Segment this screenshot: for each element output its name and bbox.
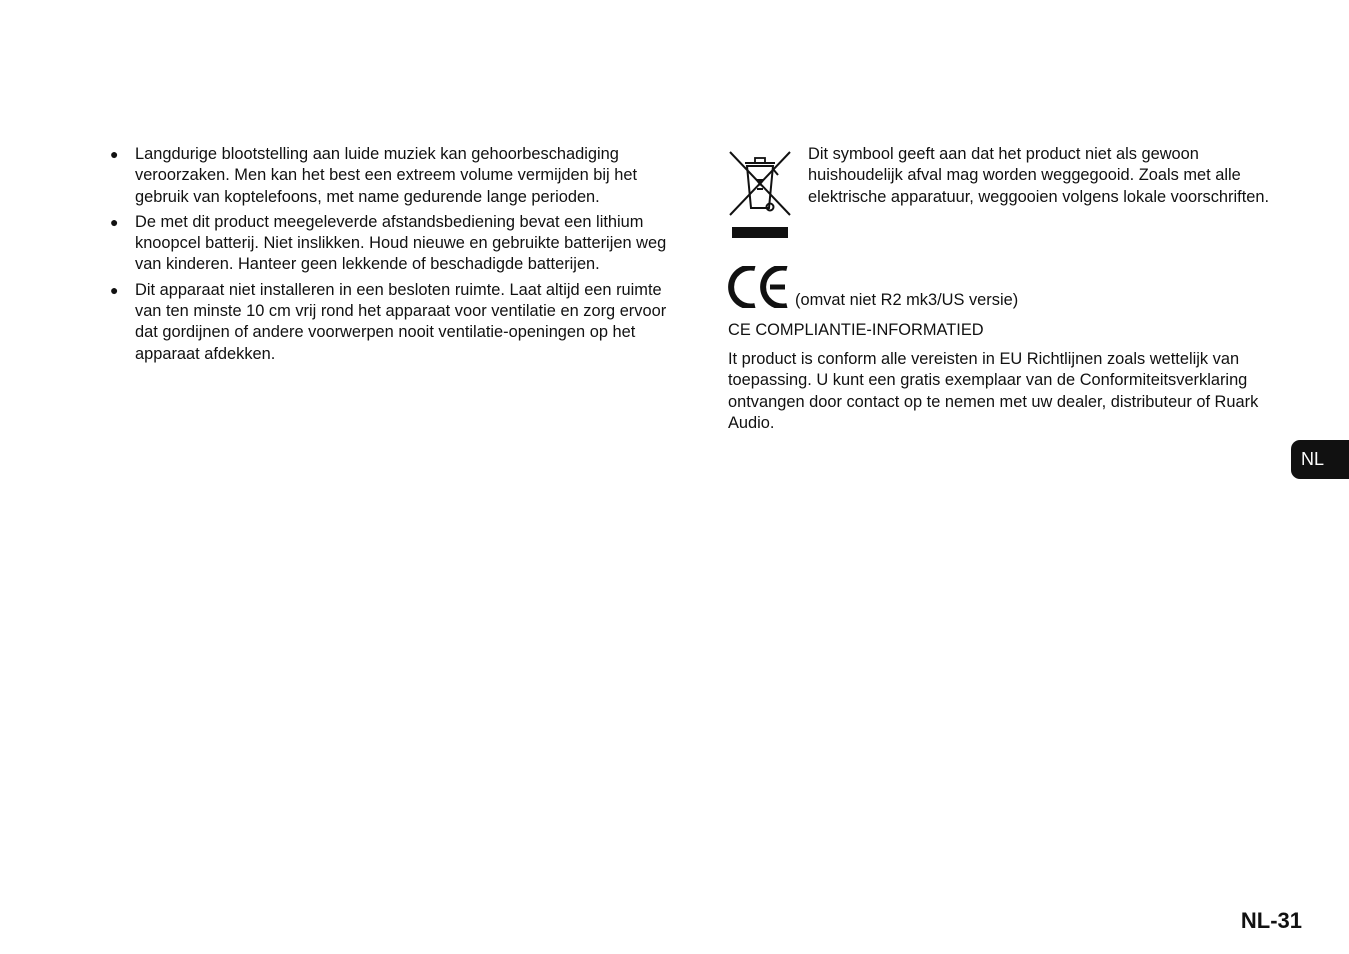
ce-compliance-text: It product is conform alle vereisten in EU Richtlijnen zoals wettelijk van toepassing. U kunt een gratis exemplaar van de Conformiteitsverklaring ontvangen door contact op te nemen met uw dealer, distributeur of Ruark Audio.	[728, 350, 1259, 432]
weee-section	[728, 144, 1288, 240]
ce-mark-icon	[728, 266, 790, 308]
bullet-icon: ●	[110, 213, 119, 230]
compliance-column	[728, 144, 1288, 432]
language-tab: NL	[1291, 440, 1349, 479]
ce-compliance-heading: CE COMPLIANTIE-INFORMATIED	[728, 321, 984, 339]
bullet-icon: ●	[110, 146, 119, 162]
safety-note-hearing: Langdurige blootstelling aan luide muziek kan gehoorbeschadiging veroorzaken. Men kan het best een extreem volume vermijden bij het gebruik van koptelefoons, met name gedurende lange perioden.	[135, 145, 637, 206]
page-number: NL-31	[1240, 908, 1302, 933]
ce-version-note: (omvat niet R2 mk3/US versie)	[795, 291, 1019, 309]
crossed-out-wheelie-bin-icon	[728, 149, 792, 239]
list-item	[110, 212, 675, 276]
safety-notes-list	[110, 144, 675, 365]
ce-marking-row	[728, 264, 1288, 310]
safety-notes-column	[110, 144, 675, 369]
list-item	[110, 144, 675, 208]
safety-note-battery: De met dit product meegeleverde afstandsbediening bevat een lithium knoopcel batterij. Niet inslikken. Houd nieuwe en gebruikte batterijen weg van kinderen. Hanteer geen lekkende of beschadigde batterijen.	[135, 212, 667, 274]
list-item	[110, 280, 675, 365]
safety-note-ventilation: Dit apparaat niet installeren in een besloten ruimte. Laat altijd een ruimte van ten minste 10 cm vrij rond het apparaat voor ventilatie en zorg ervoor dat gordijnen of andere voorwerpen nooit ventilatie-openingen op het apparaat afdekken.	[135, 280, 667, 363]
weee-text: Dit symbool geeft aan dat het product niet als gewoon huishoudelijk afval mag worden weggegooid. Zoals met alle elektrische apparatuur, weggooien volgens lokale voorschriften.	[808, 145, 1270, 206]
bullet-icon: ●	[110, 281, 119, 298]
